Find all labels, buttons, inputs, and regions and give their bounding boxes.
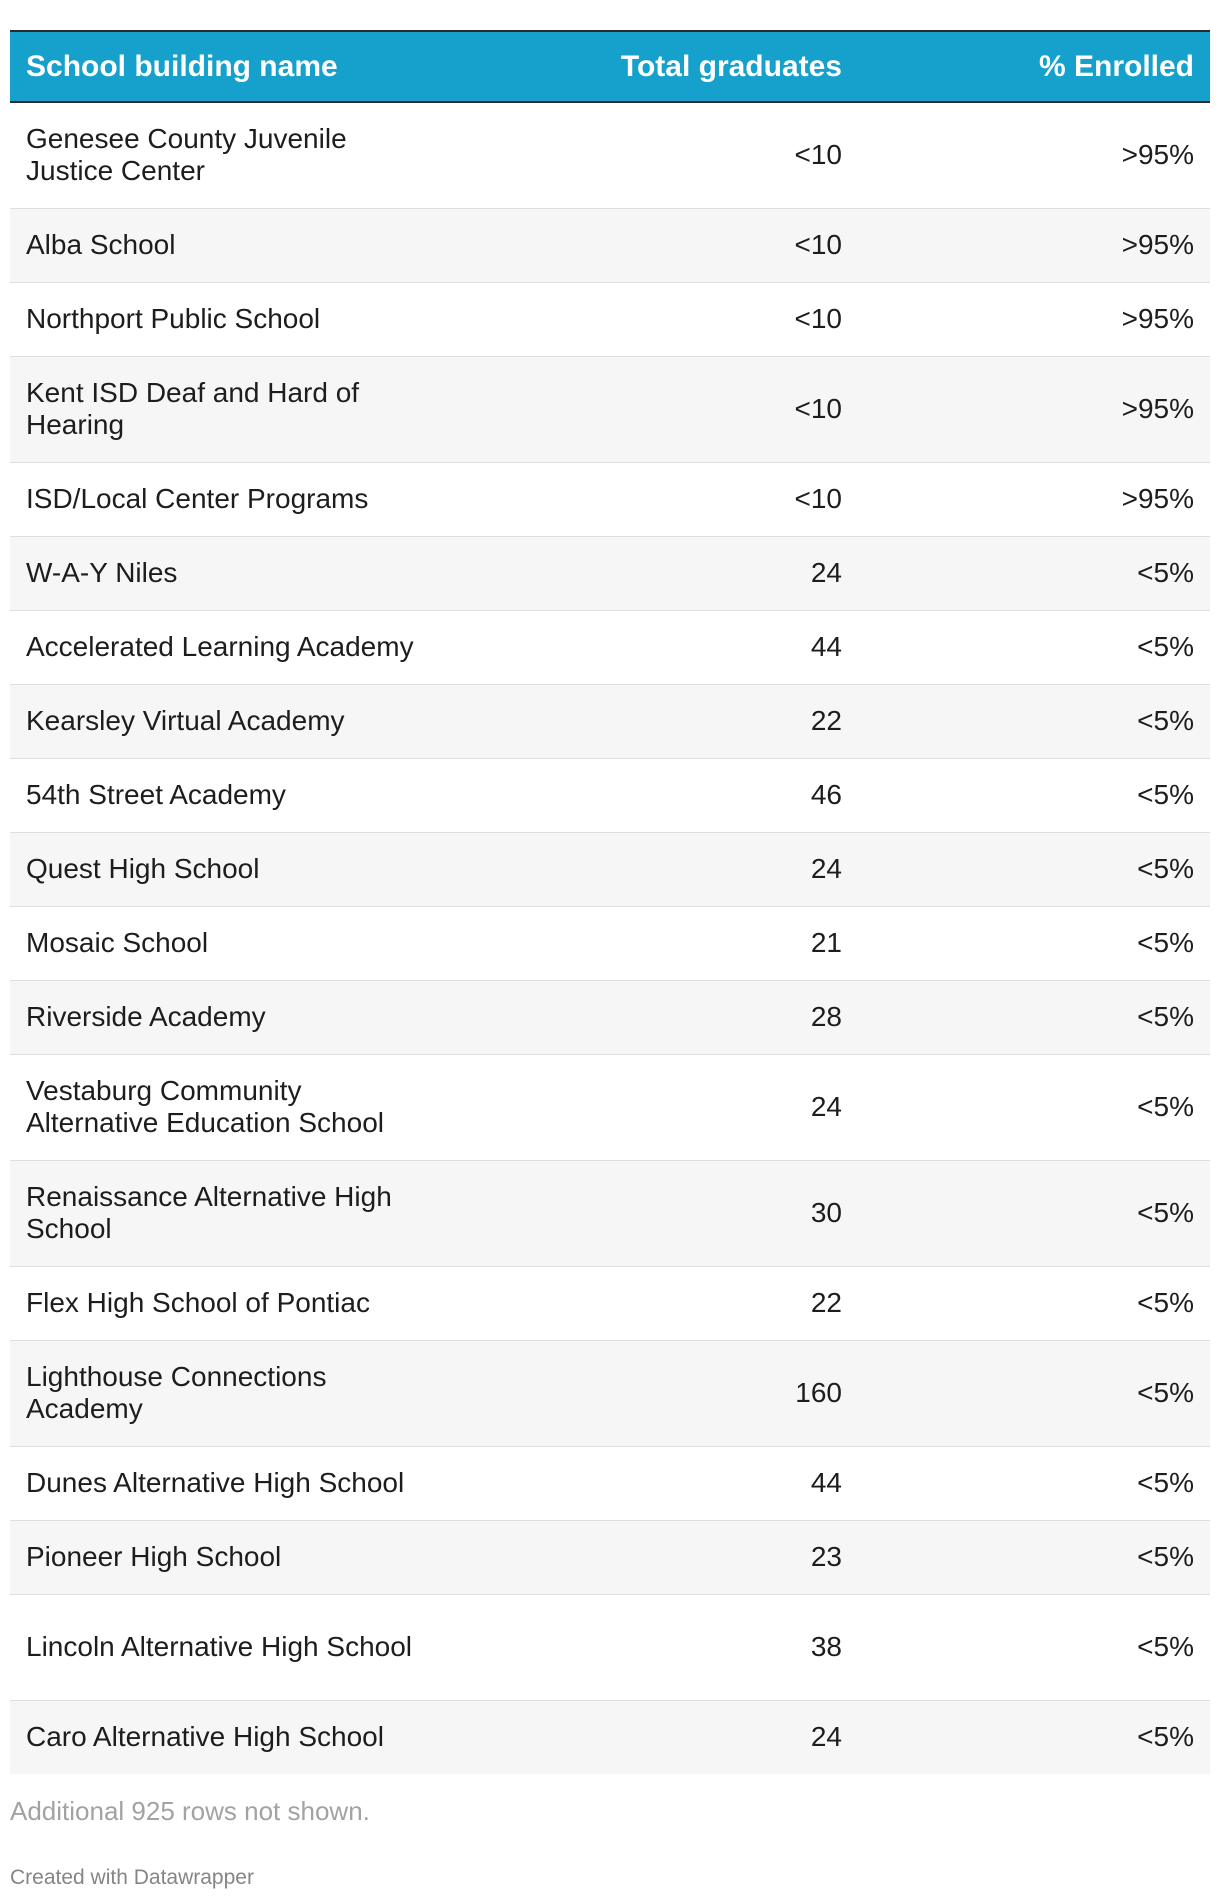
total-graduates-cell: 44 <box>450 610 860 684</box>
percent-enrolled-cell: >95% <box>860 462 1210 536</box>
percent-enrolled-cell: <5% <box>860 610 1210 684</box>
percent-enrolled-cell: <5% <box>860 1054 1210 1160</box>
table-row <box>10 610 1210 684</box>
school-name-cell: Mosaic School <box>10 906 450 980</box>
total-graduates-cell: 46 <box>450 758 860 832</box>
school-name-cell: Kent ISD Deaf and Hard of Hearing <box>10 356 450 462</box>
school-name-cell: Genesee County Juvenile Justice Center <box>10 102 450 208</box>
table-row <box>10 1446 1210 1520</box>
percent-enrolled-cell: <5% <box>860 536 1210 610</box>
total-graduates-cell: 30 <box>450 1160 860 1266</box>
column-header-total-graduates[interactable]: Total graduates <box>450 32 860 102</box>
total-graduates-cell: 21 <box>450 906 860 980</box>
percent-enrolled-cell: <5% <box>860 1446 1210 1520</box>
table-row <box>10 1594 1210 1700</box>
datawrapper-credit: Created with Datawrapper <box>10 1866 254 1889</box>
table-row <box>10 980 1210 1054</box>
school-name-cell: Flex High School of Pontiac <box>10 1266 450 1340</box>
total-graduates-cell: <10 <box>450 462 860 536</box>
total-graduates-cell: <10 <box>450 208 860 282</box>
rows-not-shown-note: Additional 925 rows not shown. <box>10 1796 370 1826</box>
table-row <box>10 1520 1210 1594</box>
total-graduates-cell: 160 <box>450 1340 860 1446</box>
total-graduates-cell: 23 <box>450 1520 860 1594</box>
school-name-cell: 54th Street Academy <box>10 758 450 832</box>
total-graduates-cell: 24 <box>450 1054 860 1160</box>
school-name-cell: Northport Public School <box>10 282 450 356</box>
school-name-cell: Vestaburg Community Alternative Education School <box>10 1054 450 1160</box>
table-row <box>10 832 1210 906</box>
percent-enrolled-cell: <5% <box>860 758 1210 832</box>
percent-enrolled-cell: <5% <box>860 980 1210 1054</box>
school-name-cell: ISD/Local Center Programs <box>10 462 450 536</box>
table-header <box>10 32 1210 102</box>
school-name-cell: Caro Alternative High School <box>10 1700 450 1774</box>
school-name-cell: Lincoln Alternative High School <box>10 1594 450 1700</box>
percent-enrolled-cell: <5% <box>860 1340 1210 1446</box>
total-graduates-cell: 24 <box>450 536 860 610</box>
school-name-cell: Dunes Alternative High School <box>10 1446 450 1520</box>
total-graduates-cell: <10 <box>450 282 860 356</box>
table-row <box>10 102 1210 208</box>
table-row <box>10 282 1210 356</box>
table-row <box>10 684 1210 758</box>
table-row <box>10 758 1210 832</box>
table-body <box>10 102 1210 1774</box>
total-graduates-cell: 24 <box>450 832 860 906</box>
data-table-container <box>10 30 1210 1774</box>
percent-enrolled-cell: >95% <box>860 102 1210 208</box>
table-row <box>10 1266 1210 1340</box>
total-graduates-cell: <10 <box>450 356 860 462</box>
school-name-cell: Quest High School <box>10 832 450 906</box>
table-row <box>10 536 1210 610</box>
school-name-cell: Accelerated Learning Academy <box>10 610 450 684</box>
school-name-cell: W-A-Y Niles <box>10 536 450 610</box>
total-graduates-cell: 22 <box>450 1266 860 1340</box>
school-name-cell: Renaissance Alternative High School <box>10 1160 450 1266</box>
school-name-cell: Alba School <box>10 208 450 282</box>
percent-enrolled-cell: <5% <box>860 906 1210 980</box>
total-graduates-cell: <10 <box>450 102 860 208</box>
data-table <box>10 32 1210 1774</box>
table-row <box>10 462 1210 536</box>
percent-enrolled-cell: <5% <box>860 1160 1210 1266</box>
table-row <box>10 208 1210 282</box>
table-row <box>10 1160 1210 1266</box>
school-name-cell: Riverside Academy <box>10 980 450 1054</box>
table-row <box>10 1340 1210 1446</box>
percent-enrolled-cell: >95% <box>860 282 1210 356</box>
percent-enrolled-cell: <5% <box>860 1520 1210 1594</box>
percent-enrolled-cell: <5% <box>860 684 1210 758</box>
school-name-cell: Pioneer High School <box>10 1520 450 1594</box>
percent-enrolled-cell: <5% <box>860 1594 1210 1700</box>
table-row <box>10 1054 1210 1160</box>
percent-enrolled-cell: <5% <box>860 1266 1210 1340</box>
table-header-row <box>10 32 1210 102</box>
table-row <box>10 1700 1210 1774</box>
table-row <box>10 356 1210 462</box>
school-name-cell: Kearsley Virtual Academy <box>10 684 450 758</box>
column-header-percent-enrolled[interactable]: % Enrolled <box>860 32 1210 102</box>
school-name-cell: Lighthouse Connections Academy <box>10 1340 450 1446</box>
total-graduates-cell: 44 <box>450 1446 860 1520</box>
total-graduates-cell: 28 <box>450 980 860 1054</box>
total-graduates-cell: 38 <box>450 1594 860 1700</box>
percent-enrolled-cell: >95% <box>860 356 1210 462</box>
total-graduates-cell: 22 <box>450 684 860 758</box>
percent-enrolled-cell: <5% <box>860 1700 1210 1774</box>
column-header-school-building-name[interactable]: School building name <box>10 32 450 102</box>
total-graduates-cell: 24 <box>450 1700 860 1774</box>
percent-enrolled-cell: <5% <box>860 832 1210 906</box>
percent-enrolled-cell: >95% <box>860 208 1210 282</box>
table-row <box>10 906 1210 980</box>
